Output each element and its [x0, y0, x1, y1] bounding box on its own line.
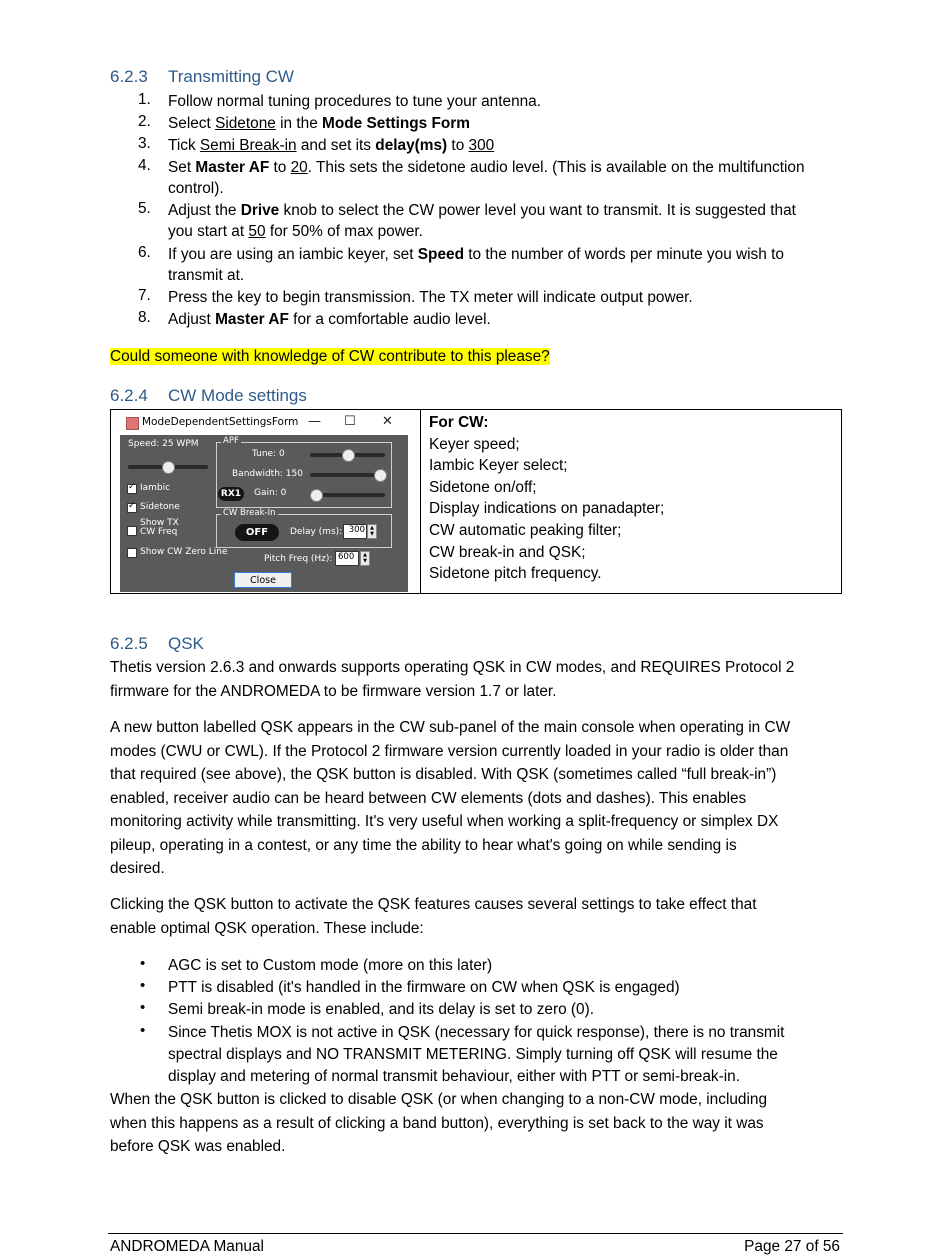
- sidetone-label: Sidetone: [140, 502, 180, 512]
- section-heading-6-2-5: [110, 634, 204, 654]
- features-title: For CW:: [429, 414, 489, 431]
- sidetone-link: Sidetone: [215, 115, 276, 132]
- step-text: If you are using an iambic keyer, set Speed to the number of words per minute you wish to transmit at.: [168, 246, 784, 284]
- step-text: Set Master AF to 20. This sets the sidetone audio level. (This is available on the multifunction control).: [168, 159, 805, 197]
- pitch-freq-label: Pitch Freq (Hz):: [264, 554, 333, 564]
- step-text: Select Sidetone in the Mode Settings Form: [168, 115, 470, 132]
- table-divider: [420, 410, 421, 593]
- section-heading-6-2-4: [110, 386, 307, 406]
- tune-slider[interactable]: [310, 453, 385, 457]
- bullet-icon: •: [140, 1022, 146, 1039]
- list-item: AGC is set to Custom mode (more on this later): [168, 957, 493, 974]
- iambic-label: Iambic: [140, 483, 171, 493]
- bullet-icon: •: [140, 999, 146, 1016]
- section-number: 6.2.3: [110, 67, 148, 86]
- feature-item: Iambic Keyer select;: [429, 457, 568, 475]
- gain-slider-knob[interactable]: [310, 489, 323, 502]
- delay-label: Delay (ms):: [290, 527, 343, 537]
- gain-slider[interactable]: [310, 493, 385, 497]
- step-number: 5.: [138, 200, 151, 217]
- feature-item: CW break-in and QSK;: [429, 543, 586, 561]
- delay-input[interactable]: 300: [343, 524, 367, 539]
- speed-slider[interactable]: [128, 465, 208, 469]
- footer-page-number: Page 27 of 56: [744, 1238, 840, 1255]
- qsk-paragraph-2: A new button labelled QSK appears in the CW sub-panel of the main console when operating in CW modes (CWU or CWL). If the Protocol 2 firmware version currently loaded in your radio is older than that required (see above), the QSK button is disabled. With QSK (sometimes called “full break-in”) enabled, receiver audio can be heard between CW elements (dots and dashes). This enables monitoring activity while transmitting. It's very useful when working a split-frequency or simplex DX pileup, operating in a contest, or any time the ability to hear what's going on while sending is desired.: [110, 719, 791, 877]
- step-number: 6.: [138, 244, 151, 261]
- section-number: 6.2.4: [110, 386, 148, 405]
- apf-caption: APF: [223, 436, 239, 446]
- feature-item: Display indications on panadapter;: [429, 500, 665, 518]
- speed-slider-knob[interactable]: [162, 461, 175, 474]
- step-number: 4.: [138, 157, 151, 174]
- step-number: 1.: [138, 91, 151, 108]
- pitch-freq-input[interactable]: 600: [335, 551, 359, 566]
- show-tx-cw-freq-label: Show TX CW Freq: [140, 518, 179, 537]
- show-cw-zero-line-checkbox[interactable]: [127, 548, 137, 558]
- footer-rule: [108, 1233, 843, 1234]
- list-item: Semi break-in mode is enabled, and its delay is set to zero (0).: [168, 1001, 595, 1018]
- section-heading-6-2-3: [110, 67, 294, 87]
- step-text: Adjust Master AF for a comfortable audio level.: [168, 311, 491, 328]
- minimize-icon[interactable]: —: [308, 414, 321, 429]
- footer-doc-title: ANDROMEDA Manual: [110, 1238, 264, 1255]
- rx1-button[interactable]: RX1: [218, 487, 244, 501]
- step-number: 8.: [138, 309, 151, 326]
- bandwidth-label: Bandwidth: 150: [232, 469, 303, 479]
- feature-item: Keyer speed;: [429, 435, 520, 453]
- sidetone-checkbox[interactable]: [127, 503, 137, 513]
- qsk-paragraph-4: When the QSK button is clicked to disable QSK (or when changing to a non-CW mode, including when this happens as a result of clicking a band button), everything is set back to the way it was before QSK was enabled.: [110, 1091, 768, 1155]
- section-title: CW Mode settings: [168, 386, 307, 405]
- feature-item: Sidetone on/off;: [429, 478, 537, 496]
- tune-slider-knob[interactable]: [342, 449, 355, 462]
- bandwidth-slider[interactable]: [310, 473, 385, 477]
- delay-spinner-arrows[interactable]: ▲ ▼: [367, 524, 377, 539]
- tune-label: Tune: 0: [252, 449, 285, 459]
- iambic-checkbox[interactable]: [127, 484, 137, 494]
- pitch-spinner-arrows[interactable]: ▲ ▼: [360, 551, 370, 566]
- section-title: Transmitting CW: [168, 67, 294, 86]
- bullet-icon: •: [140, 977, 146, 994]
- section-title: QSK: [168, 634, 204, 653]
- list-item: PTT is disabled (it's handled in the firmware on CW when QSK is engaged): [168, 979, 680, 996]
- bullet-icon: •: [140, 955, 146, 972]
- feature-item: Sidetone pitch frequency.: [429, 565, 602, 583]
- qsk-paragraph-3: Clicking the QSK button to activate the QSK features causes several settings to take effect that enable optimal QSK operation. These include:: [110, 896, 757, 937]
- step-number: 3.: [138, 135, 151, 152]
- maximize-icon[interactable]: ☐: [344, 414, 356, 429]
- section-number: 6.2.5: [110, 634, 148, 653]
- close-button[interactable]: Close: [234, 572, 292, 588]
- check-icon: ✓: [128, 501, 136, 511]
- step-text: Press the key to begin transmission. The TX meter will indicate output power.: [168, 289, 693, 306]
- step-text: Follow normal tuning procedures to tune your antenna.: [168, 93, 542, 110]
- list-item: Since Thetis MOX is not active in QSK (necessary for quick response), there is no transmit spectral displays and NO TRANSMIT METERING. Simply turning off QSK will resume the display and metering of normal transmit behaviour, either with PTT or semi-break-in.: [168, 1024, 785, 1085]
- show-tx-cw-freq-checkbox[interactable]: [127, 526, 137, 536]
- gain-label: Gain: 0: [254, 488, 287, 498]
- show-cw-zero-line-label: Show CW Zero Line: [140, 547, 228, 557]
- step-number: 2.: [138, 113, 151, 130]
- step-number: 7.: [138, 287, 151, 304]
- break-in-off-button[interactable]: OFF: [235, 524, 279, 541]
- feature-item: CW automatic peaking filter;: [429, 521, 622, 539]
- highlight-note: Could someone with knowledge of CW contribute to this please?: [110, 348, 550, 365]
- app-icon: [126, 417, 139, 430]
- speed-label: Speed: 25 WPM: [128, 439, 199, 449]
- qsk-paragraph-1: Thetis version 2.6.3 and onwards supports operating QSK in CW modes, and REQUIRES Protocol 2 firmware for the ANDROMEDA to be firmware version 1.7 or later.: [110, 659, 795, 700]
- close-icon[interactable]: ✕: [382, 414, 393, 429]
- cw-break-in-caption: CW Break-In: [223, 508, 276, 518]
- mode-settings-form-window: [120, 411, 408, 592]
- bandwidth-slider-knob[interactable]: [374, 469, 387, 482]
- step-text: Tick Semi Break-in and set its delay(ms) to 300: [168, 137, 495, 154]
- window-titlebar: [120, 411, 408, 435]
- step-text: Adjust the Drive knob to select the CW power level you want to transmit. It is suggested that you start at 50 for 50% of max power.: [168, 202, 796, 240]
- check-icon: ✓: [128, 482, 136, 492]
- window-title: ModeDependentSettingsForm: [142, 416, 299, 428]
- cw-features-list: [429, 412, 664, 585]
